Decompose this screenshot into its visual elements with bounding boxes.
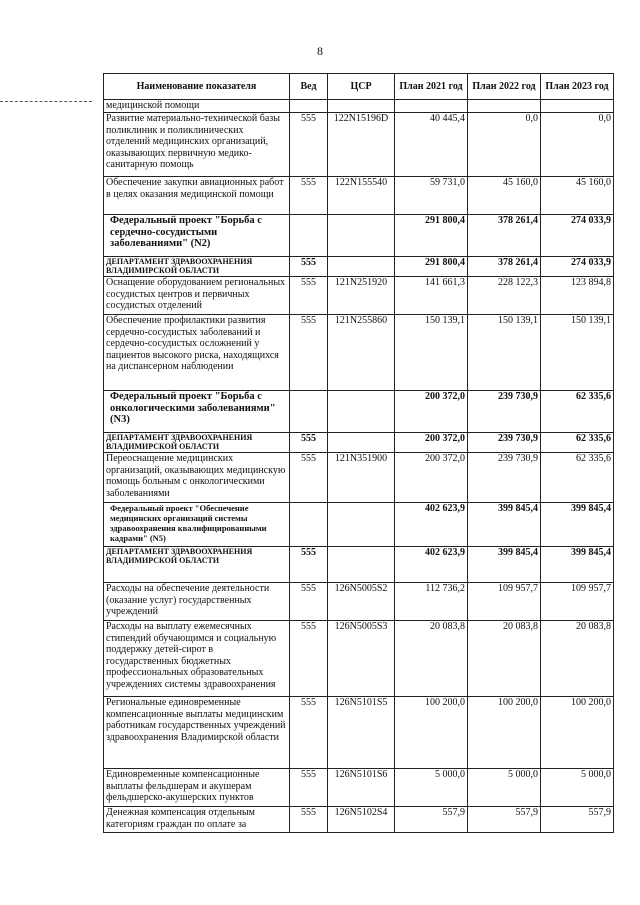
row-plan-2021: 291 800,4	[395, 215, 468, 257]
table-row	[104, 453, 614, 503]
row-plan-2023: 274 033,9	[541, 257, 614, 277]
header-csr: ЦСР	[328, 74, 395, 100]
row-plan-2021: 150 139,1	[395, 315, 468, 391]
row-plan-2021: 200 372,0	[395, 391, 468, 433]
row-plan-2021: 291 800,4	[395, 257, 468, 277]
table-row-department	[104, 547, 614, 583]
row-plan-2022: 20 083,8	[468, 621, 541, 697]
row-plan-2021: 100 200,0	[395, 697, 468, 769]
row-plan-2021: 40 445,4	[395, 113, 468, 177]
row-ved: 555	[290, 113, 328, 177]
row-plan-2023: 45 160,0	[541, 177, 614, 215]
row-plan-2022: 109 957,7	[468, 583, 541, 621]
row-ved: 555	[290, 453, 328, 503]
budget-table	[103, 73, 614, 833]
row-plan-2021: 20 083,8	[395, 621, 468, 697]
row-name: Федеральный проект "Обеспечение медицинских организаций системы здравоохранения квалифицированными кадрами" (N5)	[104, 503, 290, 547]
row-plan-2021: 557,9	[395, 807, 468, 833]
row-name: Расходы на выплату ежемесячных стипендий обучающимся и социальную поддержку детей-сирот в государственных бюджетных профессиональных образовательных учреждениях системы здравоохранения	[104, 621, 290, 697]
header-plan-2021: План 2021 год	[395, 74, 468, 100]
row-plan-2021: 5 000,0	[395, 769, 468, 807]
table-row	[104, 697, 614, 769]
row-plan-2023: 20 083,8	[541, 621, 614, 697]
row-name: ДЕПАРТАМЕНТ ЗДРАВООХРАНЕНИЯ ВЛАДИМИРСКОЙ ОБЛАСТИ	[104, 433, 290, 453]
row-ved: 555	[290, 697, 328, 769]
table-row	[104, 807, 614, 833]
row-plan-2023: 62 335,6	[541, 433, 614, 453]
row-plan-2022: 239 730,9	[468, 433, 541, 453]
row-plan-2022: 239 730,9	[468, 453, 541, 503]
row-name: Федеральный проект "Борьба с сердечно-сосудистыми заболеваниями" (N2)	[104, 215, 290, 257]
row-ved	[290, 215, 328, 257]
row-plan-2021: 402 623,9	[395, 547, 468, 583]
row-plan-2022: 0,0	[468, 113, 541, 177]
row-csr	[328, 391, 395, 433]
row-plan-2022: 5 000,0	[468, 769, 541, 807]
row-ved	[290, 391, 328, 433]
row-name: ДЕПАРТАМЕНТ ЗДРАВООХРАНЕНИЯ ВЛАДИМИРСКОЙ ОБЛАСТИ	[104, 257, 290, 277]
table-row	[104, 769, 614, 807]
row-ved: 555	[290, 433, 328, 453]
row-csr	[328, 433, 395, 453]
row-plan-2023: 274 033,9	[541, 215, 614, 257]
row-ved: 555	[290, 257, 328, 277]
row-ved: 555	[290, 621, 328, 697]
header-plan-2023: План 2023 год	[541, 74, 614, 100]
table-row	[104, 100, 614, 113]
row-plan-2022: 399 845,4	[468, 503, 541, 547]
row-plan-2023: 100 200,0	[541, 697, 614, 769]
row-csr	[328, 503, 395, 547]
row-plan-2023: 150 139,1	[541, 315, 614, 391]
row-ved: 555	[290, 807, 328, 833]
row-csr: 126N5102S4	[328, 807, 395, 833]
row-csr: 121N251920	[328, 277, 395, 315]
row-plan-2022: 399 845,4	[468, 547, 541, 583]
row-csr: 121N255860	[328, 315, 395, 391]
row-plan-2021	[395, 100, 468, 113]
table-row	[104, 621, 614, 697]
row-csr: 126N5101S6	[328, 769, 395, 807]
row-csr	[328, 100, 395, 113]
row-plan-2022: 239 730,9	[468, 391, 541, 433]
row-name: медицинской помощи	[104, 100, 290, 113]
row-plan-2023: 62 335,6	[541, 391, 614, 433]
table-row	[104, 583, 614, 621]
table-row	[104, 113, 614, 177]
row-csr	[328, 547, 395, 583]
row-plan-2022: 378 261,4	[468, 257, 541, 277]
row-name: Обеспечение профилактики развития сердечно-сосудистых заболеваний и сердечно-сосудистых осложнений у пациентов высокого риска, находящихся на диспансерном наблюдении	[104, 315, 290, 391]
row-plan-2022: 228 122,3	[468, 277, 541, 315]
row-name: ДЕПАРТАМЕНТ ЗДРАВООХРАНЕНИЯ ВЛАДИМИРСКОЙ ОБЛАСТИ	[104, 547, 290, 583]
row-csr	[328, 215, 395, 257]
row-name: Оснащение оборудованием региональных сосудистых центров и первичных сосудистых отделений	[104, 277, 290, 315]
header-name: Наименование показателя	[104, 74, 290, 100]
row-name: Федеральный проект "Борьба с онкологическими заболеваниями" (N3)	[104, 391, 290, 433]
row-plan-2022: 378 261,4	[468, 215, 541, 257]
row-plan-2022	[468, 100, 541, 113]
row-plan-2022: 557,9	[468, 807, 541, 833]
row-plan-2021: 200 372,0	[395, 433, 468, 453]
row-plan-2023: 109 957,7	[541, 583, 614, 621]
header-ved: Вед	[290, 74, 328, 100]
row-name: Обеспечение закупки авиационных работ в целях оказания медицинской помощи	[104, 177, 290, 215]
row-csr: 122N15196D	[328, 113, 395, 177]
row-plan-2023: 399 845,4	[541, 547, 614, 583]
row-ved: 555	[290, 547, 328, 583]
row-ved: 555	[290, 583, 328, 621]
table-row-department	[104, 433, 614, 453]
row-csr: 126N5005S2	[328, 583, 395, 621]
row-plan-2023: 123 894,8	[541, 277, 614, 315]
row-csr: 122N155540	[328, 177, 395, 215]
row-plan-2021: 112 736,2	[395, 583, 468, 621]
row-plan-2022: 150 139,1	[468, 315, 541, 391]
row-plan-2021: 59 731,0	[395, 177, 468, 215]
row-ved: 555	[290, 277, 328, 315]
row-ved	[290, 503, 328, 547]
row-name: Переоснащение медицинских организаций, оказывающих медицинскую помощь больным с онкологическими заболеваниями	[104, 453, 290, 503]
row-plan-2023: 0,0	[541, 113, 614, 177]
row-ved: 555	[290, 769, 328, 807]
table-row-federal-project	[104, 503, 614, 547]
table-row-federal-project	[104, 215, 614, 257]
table-row-federal-project	[104, 391, 614, 433]
row-csr: 126N5101S5	[328, 697, 395, 769]
row-csr: 121N351900	[328, 453, 395, 503]
table-row-department	[104, 257, 614, 277]
margin-dashed-rule	[0, 101, 92, 102]
table-row	[104, 177, 614, 215]
row-ved	[290, 100, 328, 113]
row-plan-2021: 141 661,3	[395, 277, 468, 315]
table-header-row	[104, 74, 614, 100]
row-plan-2022: 100 200,0	[468, 697, 541, 769]
table-row	[104, 277, 614, 315]
row-plan-2023: 399 845,4	[541, 503, 614, 547]
row-name: Денежная компенсация отдельным категориям граждан по оплате за	[104, 807, 290, 833]
row-ved: 555	[290, 177, 328, 215]
row-plan-2023	[541, 100, 614, 113]
row-plan-2023: 5 000,0	[541, 769, 614, 807]
row-plan-2022: 45 160,0	[468, 177, 541, 215]
row-plan-2021: 200 372,0	[395, 453, 468, 503]
row-plan-2021: 402 623,9	[395, 503, 468, 547]
header-plan-2022: План 2022 год	[468, 74, 541, 100]
row-csr: 126N5005S3	[328, 621, 395, 697]
row-plan-2023: 62 335,6	[541, 453, 614, 503]
row-name: Региональные единовременные компенсационные выплаты медицинским работникам государственных учреждений здравоохранения Владимирской области	[104, 697, 290, 769]
page-number: 8	[317, 44, 323, 58]
row-ved: 555	[290, 315, 328, 391]
row-name: Развитие материально-технической базы поликлиник и поликлинических отделений медицинских организаций, оказывающих первичную медико-санитарную помощь	[104, 113, 290, 177]
row-plan-2023: 557,9	[541, 807, 614, 833]
table-row	[104, 315, 614, 391]
row-name: Единовременные компенсационные выплаты фельдшерам и акушерам фельдшерско-акушерских пунктов	[104, 769, 290, 807]
row-name: Расходы на обеспечение деятельности (оказание услуг) государственных учреждений	[104, 583, 290, 621]
row-csr	[328, 257, 395, 277]
